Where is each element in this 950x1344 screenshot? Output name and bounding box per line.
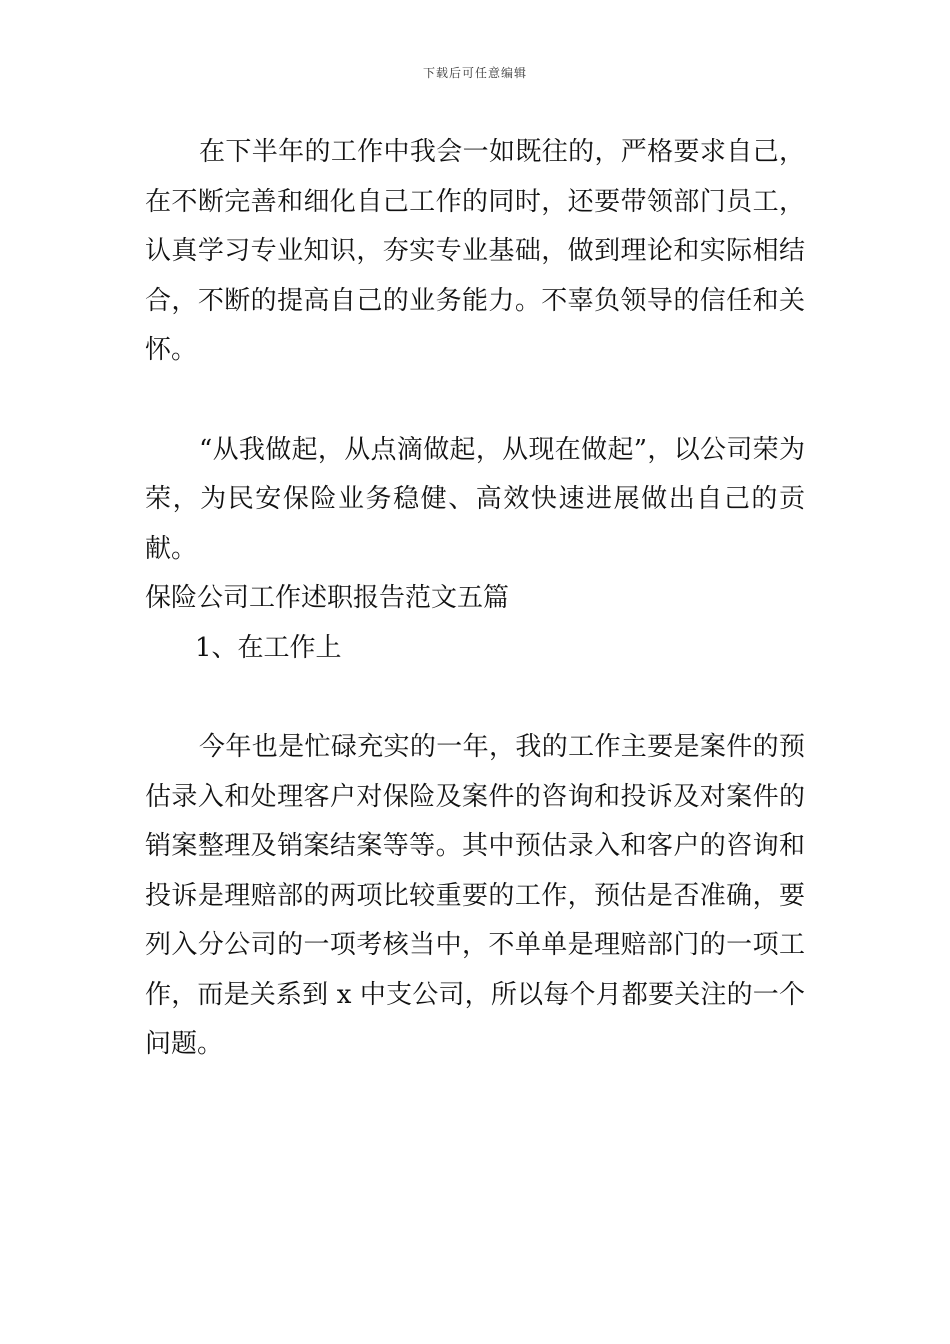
document-title: 保险公司工作述职报告范文五篇 [145,583,510,613]
document-body [145,128,805,1070]
section-heading-1: 1、在工作上 [195,632,342,663]
paragraph-slogan: “从我做起，从点滴做起，从现在做起”，以公司荣为荣，为民安保险业务稳健、高效快速进展做出自己的贡献。 [145,434,805,564]
paragraph-work-plan: 在下半年的工作中我会一如既往的，严格要求自己，在不断完善和细化自己工作的同时，还要带领部门员工，认真学习专业知识，夯实专业基础，做到理论和实际相结合，不断的提高自己的业务能力。不辜负领导的信任和关怀。 [145,137,805,365]
paragraph-work-summary: 今年也是忙碌充实的一年，我的工作主要是案件的预估录入和处理客户对保险及案件的咨询和投诉及对案件的销案整理及销案结案等等。其中预估录入和客户的咨询和投诉是理赔部的两项比较重要的工作，预估是否准确，要列入分公司的一项考核当中，不单单是理赔部门的一项工作，而是关系到 x 中支公司，所以每个月都要关注的一个问题。 [145,732,805,1059]
header-note: 下载后可任意编辑 [422,66,527,80]
